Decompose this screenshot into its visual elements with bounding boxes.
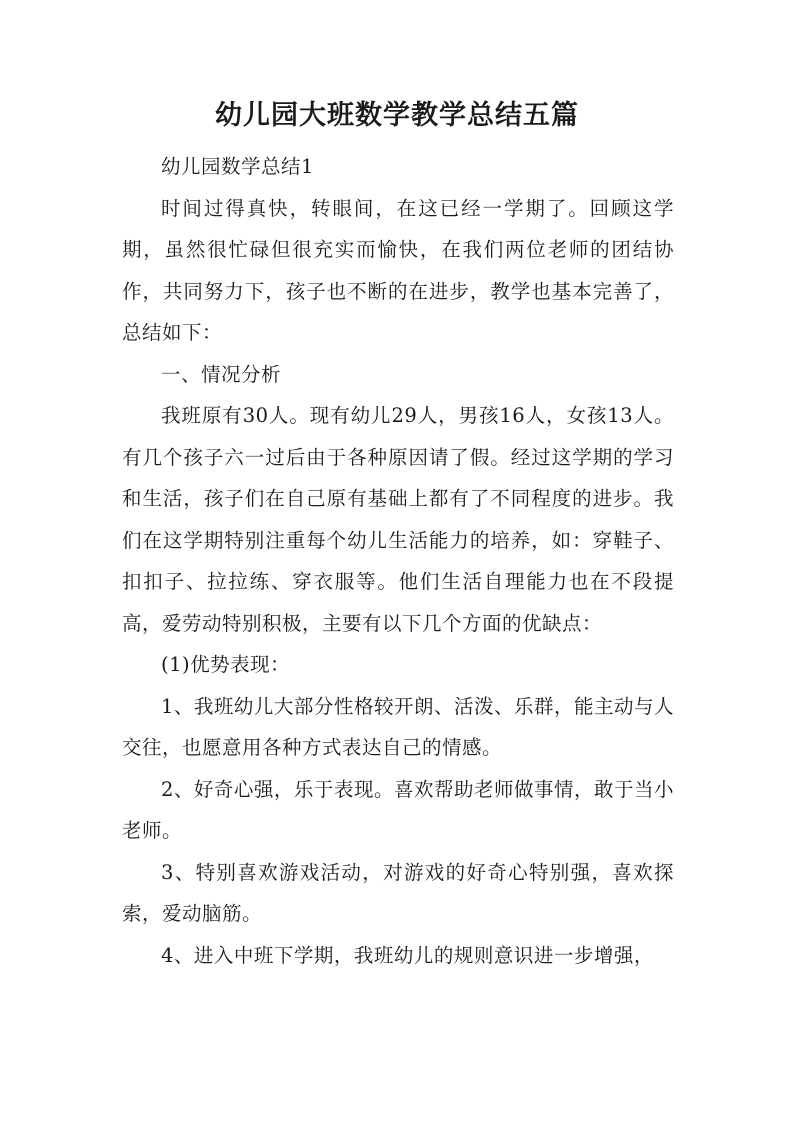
- list-item: 4、进入中班下学期，我班幼儿的规则意识进一步增强，: [161, 943, 654, 967]
- list-item: 1、我班幼儿大部分性格较开朗、活泼、乐群，能主动与人交往，也愿意用各种方式表达自己的情感。: [122, 694, 674, 759]
- list-item: 2、好奇心强，乐于表现。喜欢帮助老师做事情，敢于当小老师。: [122, 777, 674, 842]
- document-body: [122, 146, 674, 976]
- section-heading: 幼儿园数学总结1: [161, 155, 314, 178]
- document-title: 幼儿园大班数学教学总结五篇: [215, 100, 579, 131]
- paragraph: 我班原有30人。现有幼儿29人，男孩16人，女孩13人。有几个孩子六一过后由于各种原因请了假。经过这学期的学习和生活，孩子们在自己原有基础上都有了不同程度的进步。我们在这学期特别注重每个幼儿生活能力的培养，如：穿鞋子、扣扣子、拉拉练、穿衣服等。他们生活自理能力也在不段提高，爱劳动特别积极，主要有以下几个方面的优缺点：: [122, 404, 674, 635]
- paragraph: 时间过得真快，转眼间，在这已经一学期了。回顾这学期，虽然很忙碌但很充实而愉快，在我们两位老师的团结协作，共同努力下，孩子也不断的在进步，教学也基本完善了，总结如下：: [122, 196, 674, 344]
- list-item: 3、特别喜欢游戏活动，对游戏的好奇心特别强，喜欢探索，爱动脑筋。: [122, 860, 674, 925]
- section-heading: 一、情况分析: [161, 362, 282, 386]
- subsection-heading: (1)优势表现：: [161, 653, 291, 676]
